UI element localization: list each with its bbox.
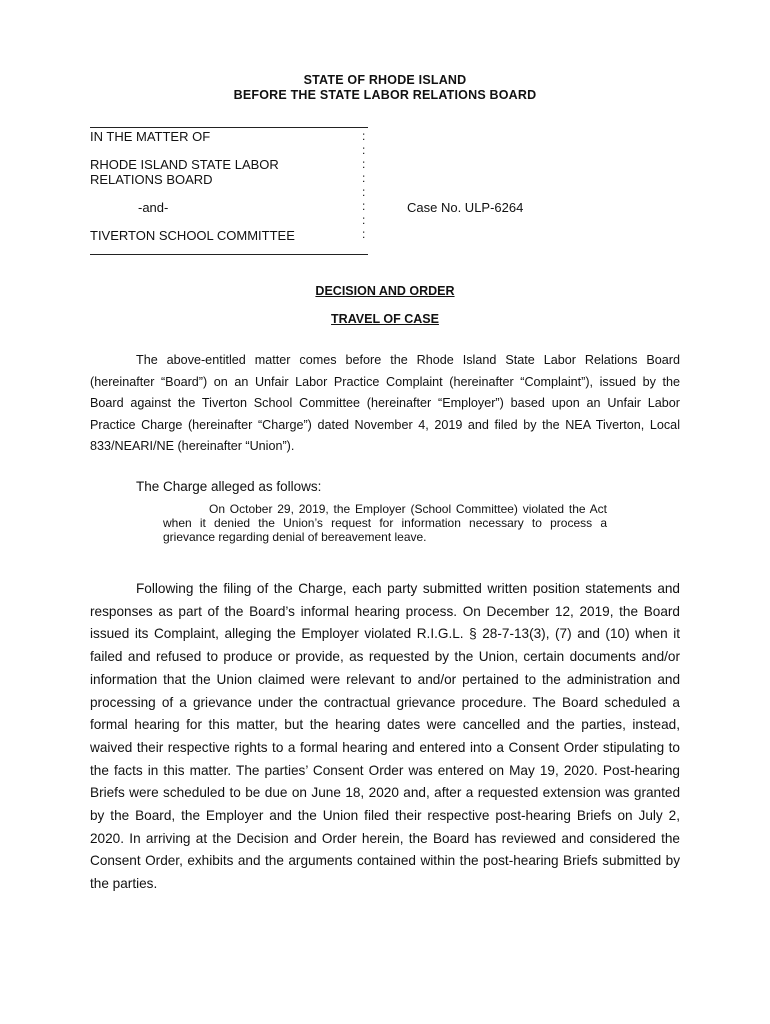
caption-colon: : [362, 129, 366, 143]
decision-title: DECISION AND ORDER [315, 284, 455, 298]
caption-colon: : [362, 157, 366, 171]
header-state: STATE OF RHODE ISLAND [303, 73, 467, 87]
caption-colon: : [362, 171, 366, 185]
caption-colon: : [362, 227, 366, 241]
travel-title: TRAVEL OF CASE [331, 312, 439, 326]
caption-colon: : [362, 199, 366, 213]
caption-and: -and- [138, 200, 169, 215]
caption-colon: : [362, 213, 366, 227]
charge-alleged-label: The Charge alleged as follows: [136, 479, 322, 494]
caption-top-rule [90, 127, 368, 128]
case-number: Case No. ULP-6264 [407, 200, 524, 215]
caption-party1-line1: RHODE ISLAND STATE LABOR [90, 157, 279, 172]
paragraph-intro: The above-entitled matter comes before the Rhode Island State Labor Relations Board (hereinafter “Board”) on an Unfair Labor Practice Complaint (hereinafter “Complaint”), issued by the Board against the Tiverton School Committee (hereinafter “Employer”) based upon an Unfair Labor Practice Charge (hereinafter “Charge”) dated November 4, 2019 and filed by the NEA Tiverton, Local 833/NEARI/NE (hereinafter “Union”). [90, 353, 680, 454]
caption-colon: : [362, 185, 366, 199]
caption-in-the-matter: IN THE MATTER OF [90, 129, 211, 144]
caption-party1-line2: RELATIONS BOARD [90, 172, 213, 187]
caption-colon: : [362, 143, 366, 157]
charge-quote: On October 29, 2019, the Employer (School Committee) violated the Act when it denied the Union’s request for information necessary to process a grievance regarding denial of bereavement leave. [163, 502, 607, 544]
caption-party2: TIVERTON SCHOOL COMMITTEE [90, 228, 295, 243]
paragraph-procedure: Following the filing of the Charge, each party submitted written position statements and responses as part of the Board’s informal hearing process. On December 12, 2019, the Board issued its Complaint, alleging the Employer violated R.I.G.L. § 28-7-13(3), (7) and (10) when it failed and refused to produce or provide, as requested by the Union, certain documents and/or information that the Union claimed were relevant to and/or pertained to the administration and processing of a grievance under the contractual grievance procedure. The Board scheduled a formal hearing for this matter, but the hearing dates were cancelled and the parties, instead, waived their respective rights to a formal hearing and entered into a Consent Order stipulating to the facts in this matter. The parties’ Consent Order was entered on May 19, 2020. Post-hearing Briefs were scheduled to be due on June 18, 2020 and, after a requested extension was granted by the Board, the Employer and the Union filed their respective post-hearing Briefs on July 2, 2020. In arriving at the Decision and Order herein, the Board has reviewed and considered the Consent Order, exhibits and the arguments contained within the post-hearing Briefs submitted by the parties. [90, 581, 680, 892]
header-board: BEFORE THE STATE LABOR RELATIONS BOARD [233, 88, 537, 102]
caption-bottom-rule [90, 254, 368, 255]
